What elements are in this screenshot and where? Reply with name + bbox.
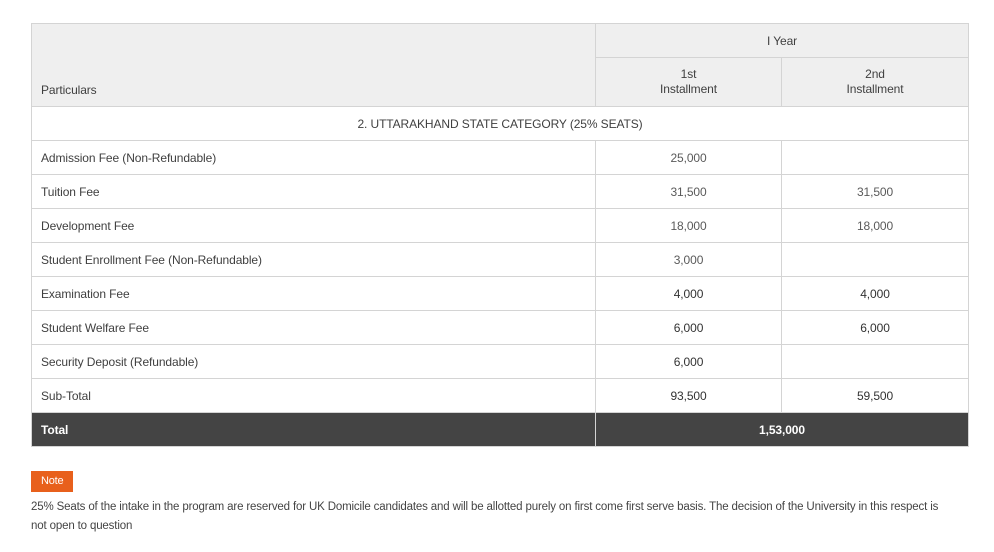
row-label: Examination Fee [32,277,596,311]
table-row [32,311,969,345]
row-label: Student Welfare Fee [32,311,596,345]
first-installment-subtotal: 93,500 [596,379,782,413]
fee-structure-table [31,23,969,447]
row-label: Admission Fee (Non-Refundable) [32,141,596,175]
row-label: Development Fee [32,209,596,243]
second-installment-cell: 18,000 [782,209,969,243]
second-installment-cell [782,345,969,379]
particulars-header: Particulars [32,24,596,107]
first-installment-cell: 4,000 [596,277,782,311]
category-row [32,107,969,141]
category-title: 2. UTTARAKHAND STATE CATEGORY (25% SEATS) [32,107,969,141]
row-label: Security Deposit (Refundable) [32,345,596,379]
row-label: Student Enrollment Fee (Non-Refundable) [32,243,596,277]
first-installment-cell: 3,000 [596,243,782,277]
first-installment-cell: 6,000 [596,311,782,345]
total-label: Total [32,413,596,447]
first-installment-cell: 25,000 [596,141,782,175]
note-badge: Note [31,471,73,492]
second-installment-cell: 6,000 [782,311,969,345]
table-row [32,141,969,175]
first-installment-cell: 31,500 [596,175,782,209]
second-installment-cell [782,243,969,277]
table-row [32,175,969,209]
row-label: Sub-Total [32,379,596,413]
second-installment-label-line1: 2nd [865,67,885,81]
total-row [32,413,969,447]
table-row [32,277,969,311]
second-installment-header [782,58,969,107]
year-header: I Year [596,24,969,58]
second-installment-cell: 31,500 [782,175,969,209]
first-installment-header [596,58,782,107]
second-installment-subtotal: 59,500 [782,379,969,413]
first-installment-label-line1: 1st [680,67,697,81]
table-row [32,345,969,379]
second-installment-cell: 4,000 [782,277,969,311]
first-installment-cell: 18,000 [596,209,782,243]
table-row [32,243,969,277]
table-row [32,209,969,243]
second-installment-cell [782,141,969,175]
row-label: Tuition Fee [32,175,596,209]
subtotal-row [32,379,969,413]
total-value: 1,53,000 [596,413,969,447]
first-installment-label-line2: Installment [660,82,717,96]
first-installment-cell: 6,000 [596,345,782,379]
second-installment-label-line2: Installment [846,82,904,96]
note-text: 25% Seats of the intake in the program are reserved for UK Domicile candidates and will be allotted purely on first come first serve basis. The decision of the University in this respect is not open to question [31,501,939,532]
